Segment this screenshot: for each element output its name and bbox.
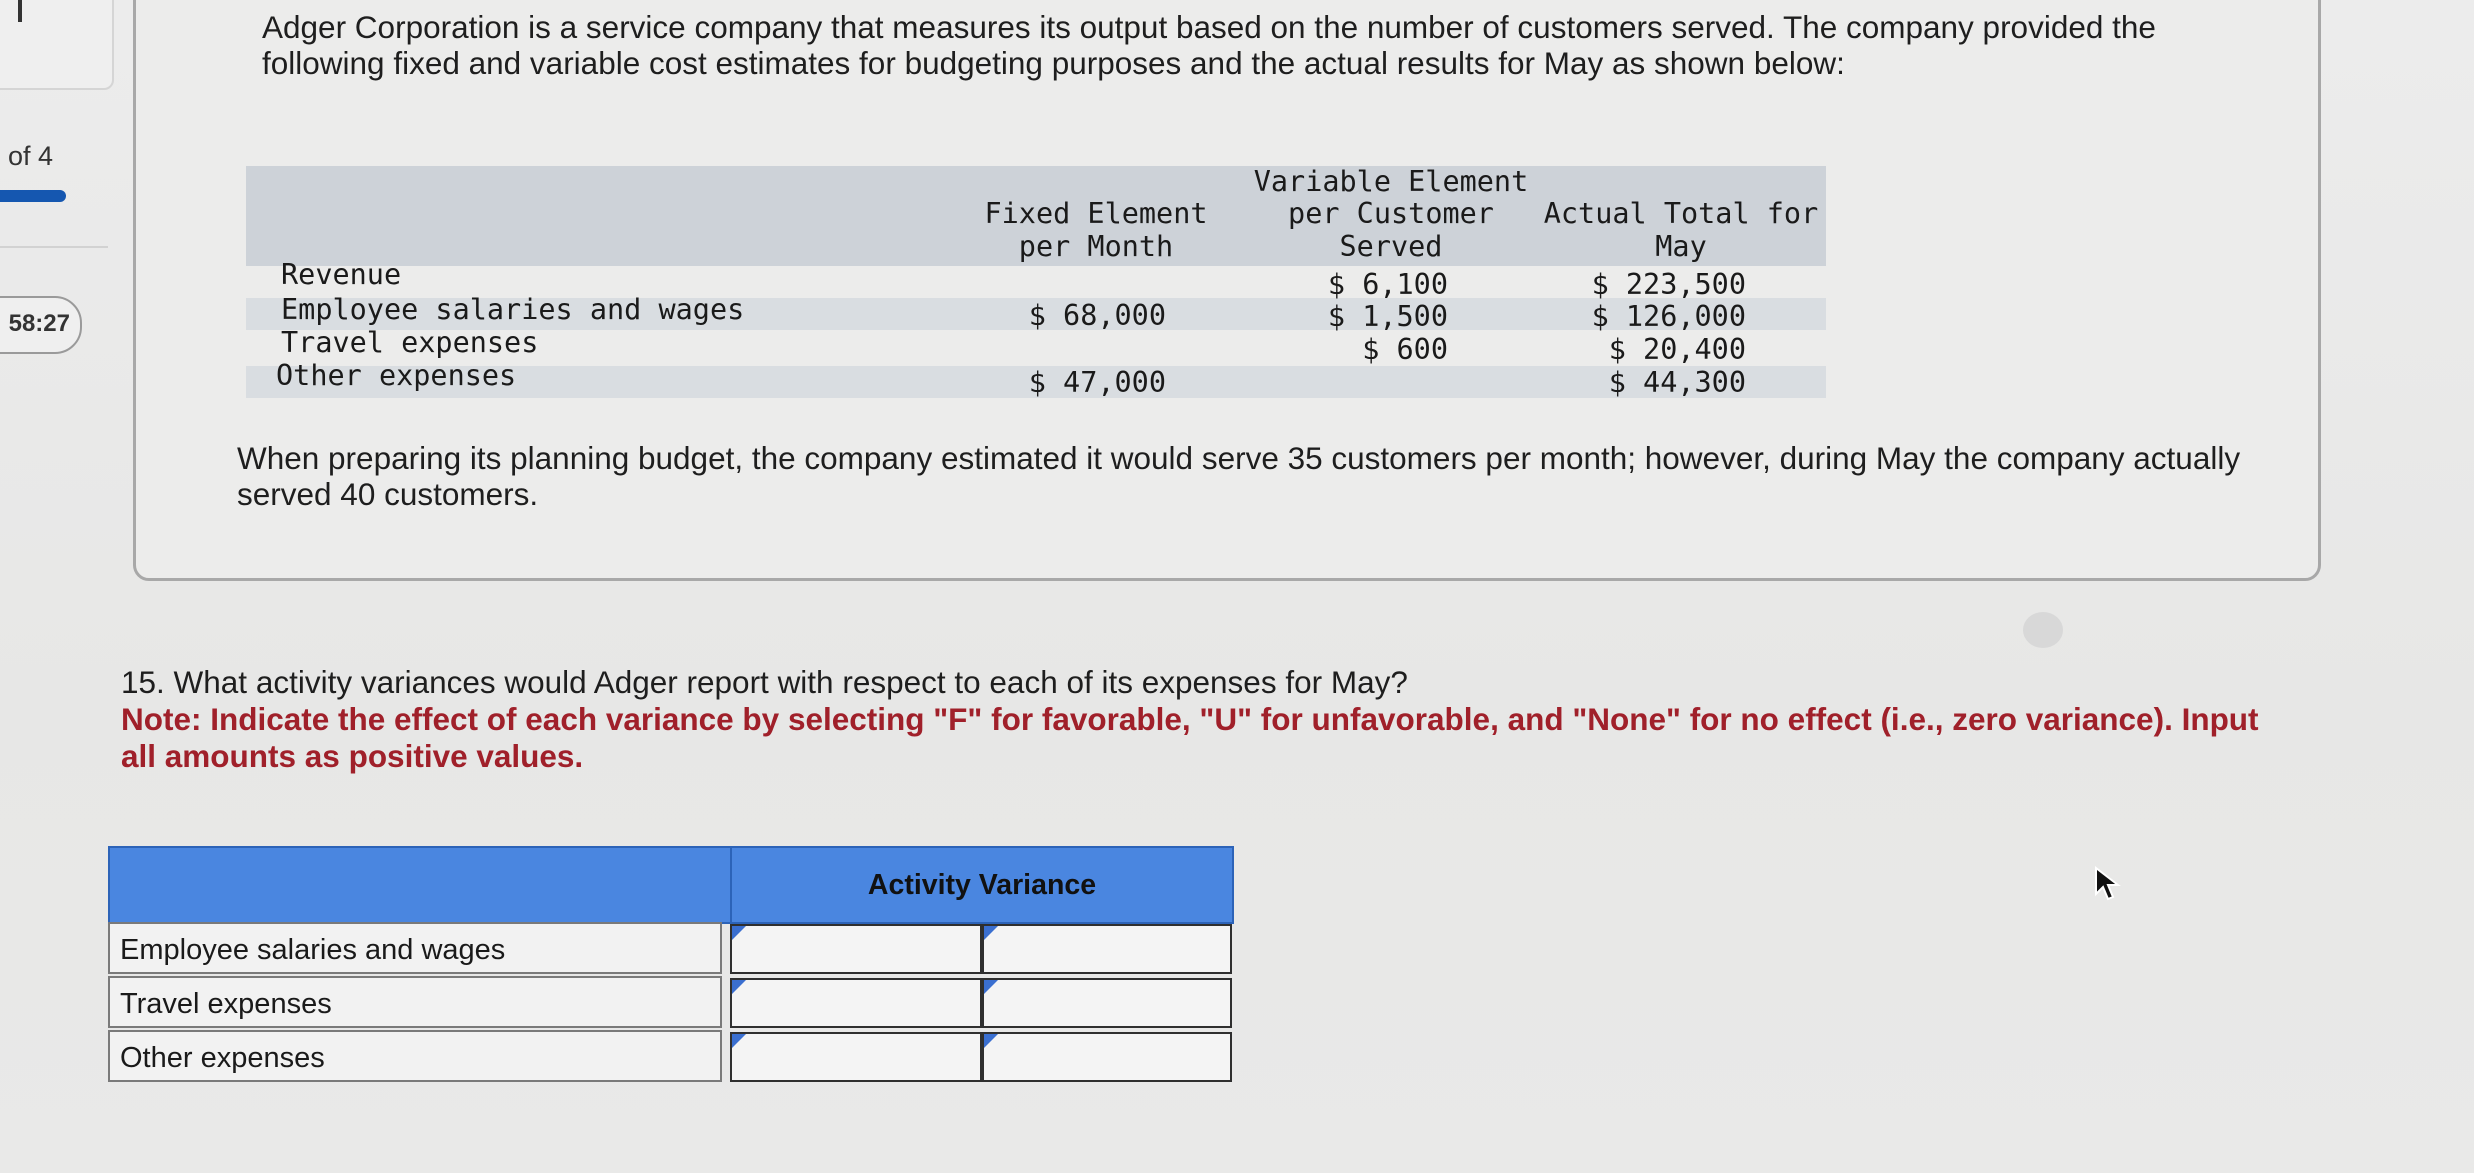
mouse-pointer-icon — [2094, 866, 2124, 902]
answer-row-label: Employee salaries and wages — [108, 922, 722, 974]
left-panel — [0, 0, 110, 1173]
header-fixed-line2: per Month — [1018, 230, 1174, 263]
question-nav-card[interactable] — [0, 0, 114, 90]
cost-data-table — [246, 166, 1826, 402]
header-variable-line2: per Customer — [1288, 197, 1494, 230]
answer-row-label: Travel expenses — [108, 976, 722, 1028]
answer-row-label: Other expenses — [108, 1030, 722, 1082]
problem-intro: Adger Corporation is a service company that measures its output based on the number of customers served. The company provided the following fixed and variable cost estimates for budgeting purposes and the actual results for May as shown below: — [262, 9, 2156, 81]
select-marker — [984, 926, 998, 940]
answer-row — [108, 976, 1232, 1028]
select-marker — [984, 1034, 998, 1048]
input-marker — [732, 980, 746, 994]
answer-header-blank — [108, 846, 734, 924]
timer-badge — [0, 296, 82, 354]
question-text: 15. What activity variances would Adger report with respect to each of its expenses for May? — [121, 664, 1408, 700]
card-marker — [18, 0, 22, 22]
answer-header: Activity Variance — [730, 846, 1234, 924]
actual-value: $ 126,000 — [1591, 300, 1746, 333]
effect-select[interactable] — [982, 924, 1232, 974]
amount-input[interactable] — [730, 924, 982, 974]
header-variable-line3: Served — [1339, 230, 1443, 263]
row-label: Revenue — [281, 258, 402, 291]
amount-input[interactable] — [730, 1032, 982, 1082]
effect-select[interactable] — [982, 978, 1232, 1028]
header-variable-line1: Variable Element — [1253, 165, 1529, 198]
header-fixed-line1: Fixed Element — [984, 197, 1208, 230]
variable-value: $ 1,500 — [1327, 300, 1448, 333]
actual-value: $ 20,400 — [1608, 333, 1746, 366]
input-marker — [732, 926, 746, 940]
question-note: Note: Indicate the effect of each variance by selecting "F" for favorable, "U" for unfavorable, and "None" for no effect (i.e., zero variance). Input all amounts as positive values. — [121, 701, 2259, 774]
divider — [0, 246, 108, 248]
answer-row — [108, 1030, 1232, 1082]
row-label: Travel expenses — [281, 326, 539, 359]
question-block — [121, 664, 2301, 775]
header-actual-line1: Actual Total for — [1543, 197, 1819, 230]
page-count: of 4 — [8, 141, 54, 171]
fixed-value: $ 47,000 — [1028, 366, 1166, 399]
input-marker — [732, 1034, 746, 1048]
effect-select[interactable] — [982, 1032, 1232, 1082]
answer-row — [108, 922, 1232, 974]
select-marker — [984, 980, 998, 994]
variable-value: $ 600 — [1362, 333, 1448, 366]
progress-bar — [0, 190, 66, 202]
row-label: Employee salaries and wages — [281, 293, 745, 326]
screen-smudge — [2023, 612, 2063, 648]
header-actual-line2: May — [1655, 230, 1707, 263]
variable-value: $ 6,100 — [1327, 268, 1448, 301]
actual-value: $ 44,300 — [1608, 366, 1746, 399]
timer-text: 58:27 — [8, 310, 70, 337]
fixed-value: $ 68,000 — [1028, 299, 1166, 332]
row-label: Other expenses — [276, 359, 517, 392]
amount-input[interactable] — [730, 978, 982, 1028]
problem-closing: When preparing its planning budget, the company estimated it would serve 35 customers per month; however, during May the company actually served 40 customers. — [237, 440, 2241, 512]
actual-value: $ 223,500 — [1591, 268, 1746, 301]
